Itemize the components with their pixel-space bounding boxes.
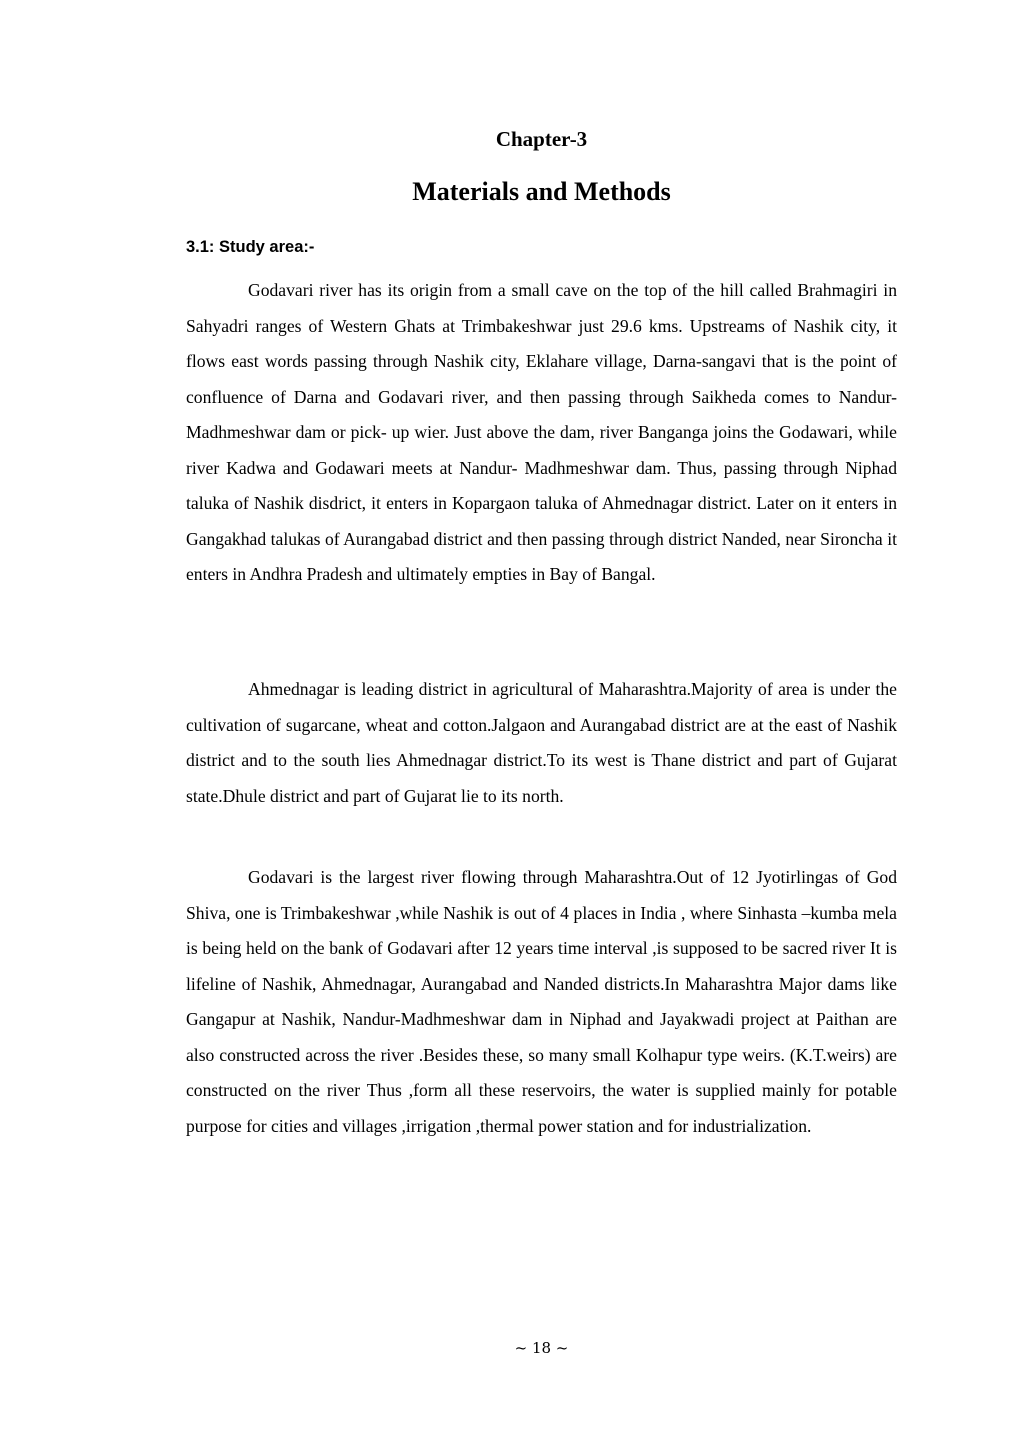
chapter-label: Chapter-3	[495, 127, 588, 151]
paragraph-godavari-significance: Godavari is the largest river flowing through Maharashtra.Out of 12 Jyotirlingas of God Shiva, one is Trimbakeshwar ,while Nashik is out of 4 places in India , where Sinhasta –kumba mela is being held on the bank of Godavari after 12 years time interval ,is supposed to be sacred river It is lifeline of Nashik, Ahmednagar, Aurangabad and Nanded districts.In Maharashtra Major dams like Gangapur at Nashik, Nandur-Madhmeshwar dam in Niphad and Jayakwadi project at Paithan are also constructed across the river .Besides these, so many small Kolhapur type weirs. (K.T.weirs) are constructed on the river Thus ,form all these reservoirs, the water is supplied mainly for potable purpose for cities and villages ,irrigation ,thermal power station and for industrialization.	[186, 867, 897, 1136]
paragraph-origin-of-godavari: Godavari river has its origin from a small cave on the top of the hill called Brahmagiri in Sahyadri ranges of Western Ghats at Trimbakeshwar just 29.6 kms. Upstreams of Nashik city, it flows east words passing through Nashik city, Eklahare village, Darna-sangavi that is the point of confluence of Darna and Godavari river, and then passing through Saikheda comes to Nandur- Madhmeshwar dam or pick- up wier. Just above the dam, river Banganga joins the Godawari, while river Kadwa and Godawari meets at Nandur- Madhmeshwar dam. Thus, passing through Niphad taluka of Nashik disdrict, it enters in Kopargaon taluka of Ahmednagar district. Later on it enters in Gangakhad talukas of Aurangabad district and then passing through district Nanded, near Sironcha it enters in Andhra Pradesh and ultimately empties in Bay of Bangal.	[186, 280, 897, 584]
page-number: ~ 18 ~	[514, 1339, 569, 1357]
section-heading: 3.1: Study area:-	[186, 238, 315, 256]
paragraph-ahmednagar-district: Ahmednagar is leading district in agricultural of Maharashtra.Majority of area is under the cultivation of sugarcane, wheat and cotton.Jalgaon and Aurangabad district are at the east of Nashik district and to the south lies Ahmednagar district.To its west is Thane district and part of Gujarat state.Dhule district and part of Gujarat lie to its north.	[186, 679, 897, 806]
chapter-title: Materials and Methods	[412, 177, 671, 206]
